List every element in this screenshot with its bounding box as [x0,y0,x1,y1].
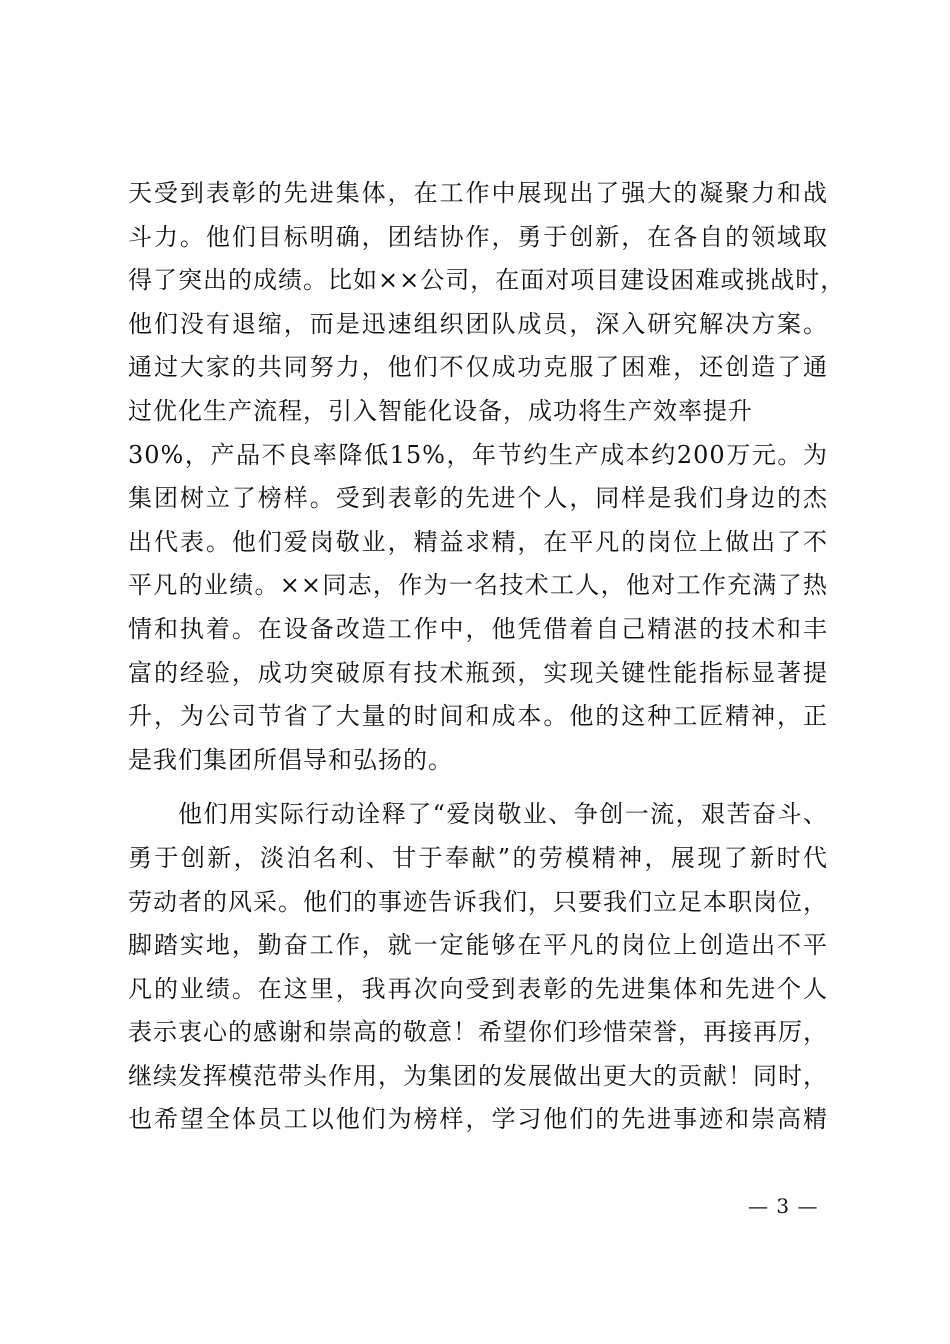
text-line: 斗力。他们目标明确，团结协作，勇于创新，在各自的领域取 [128,222,828,251]
text-line: 脚踏实地，勤奋工作，就一定能够在平凡的岗位上创造出不平 [128,931,828,960]
text-line: 劳动者的风采。他们的事迹告诉我们，只要我们立足本职岗位， [128,887,828,916]
text-line: 天受到表彰的先进集体，在工作中展现出了强大的凝聚力和战 [128,179,828,207]
text-line: 通过大家的共同努力，他们不仅成功克服了困难，还创造了通 [128,353,828,382]
text-line: 得了突出的成绩。比如××公司，在面对项目建设困难或挑战时， [128,266,846,295]
text-line: 集团树立了榜样。受到表彰的先进个人，同样是我们身边的杰 [128,484,828,513]
text-line: 勇于创新，淡泊名利、甘于奉献”的劳模精神，展现了新时代 [128,843,828,872]
text-line: 情和执着。在设备改造工作中，他凭借着自己精湛的技术和丰 [128,614,828,643]
paragraph-1 [128,172,846,782]
text-line: 平凡的业绩。××同志，作为一名技术工人，他对工作充满了热 [128,571,828,600]
text-line: 过优化生产流程，引入智能化设备，成功将生产效率提升 [128,396,753,425]
text-line: 凡的业绩。在这里，我再次向受到表彰的先进集体和先进个人 [128,974,828,1003]
text-line: 也希望全体员工以他们为榜样，学习他们的先进事迹和崇高精 [128,1105,828,1134]
text-line: 30%，产品不良率降低15%，年节约生产成本约200万元。为 [128,440,828,469]
text-line: 出代表。他们爱岗敬业，精益求精，在平凡的岗位上做出了不 [128,527,828,556]
text-line: 富的经验，成功突破原有技术瓶颈，实现关键性能指标显著提 [128,658,828,687]
body-text [128,172,846,1142]
text-line: 升，为公司节省了大量的时间和成本。他的这种工匠精神，正 [128,702,828,731]
text-line: 他们没有退缩，而是迅速组织团队成员，深入研究解决方案。 [128,309,828,338]
page-number: — 3 — [748,1194,819,1218]
text-line: 是我们集团所倡导和弘扬的。 [128,745,453,774]
paragraph-2 [128,793,828,1142]
paragraph-gap [128,782,828,793]
text-line: 继续发挥模范带头作用，为集团的发展做出更大的贡献！同时， [128,1061,828,1090]
text-line: 他们用实际行动诠释了“爱岗敬业、争创一流，艰苦奋斗、 [178,800,828,829]
text-line: 表示衷心的感谢和崇高的敬意！希望你们珍惜荣誉，再接再厉， [128,1018,828,1047]
